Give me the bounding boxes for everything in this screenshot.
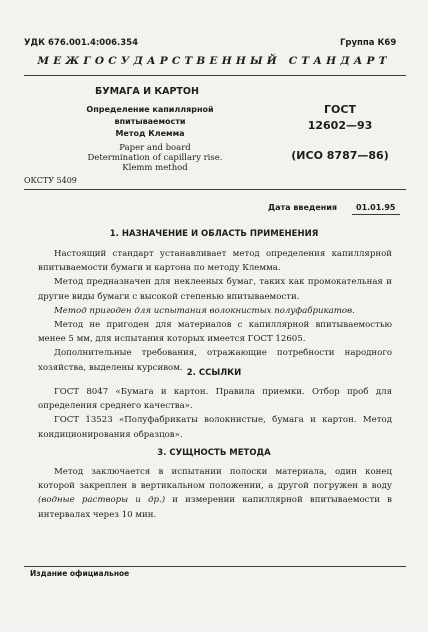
official-edition-label: Издание официальное [30, 569, 130, 578]
gost-label: ГОСТ [324, 103, 356, 116]
subtitle-en-line: Klemm method [122, 163, 188, 173]
footer-divider [24, 566, 406, 567]
section-body [38, 465, 392, 522]
group-code: Группа К69 [340, 38, 397, 48]
section-heading: 3. СУЩНОСТЬ МЕТОДА [157, 448, 271, 458]
standard-type-title: МЕЖГОСУДАРСТВЕННЫЙ СТАНДАРТ [37, 55, 391, 67]
top-divider [24, 75, 406, 76]
title-divider [24, 189, 406, 190]
subtitle-ru-line: впитываемости [114, 117, 186, 126]
text-span: и измерении капиллярной впитываемости в интервалах через 10 мин. [38, 495, 392, 520]
paragraph: ГОСТ 8047 «Бумага и картон. Правила приемки. Отбор проб для определения среднего качества». [38, 387, 392, 412]
section-heading: 2. ССЫЛКИ [186, 368, 242, 378]
document-title: БУМАГА И КАРТОН [95, 86, 199, 97]
okstu-code: ОКСТУ 5409 [24, 176, 77, 185]
subtitle-ru-line: Метод Клемма [115, 129, 185, 138]
paragraph: Метод не пригоден для материалов с капиллярной впитываемостью менее 5 мм, для испытания которых имеется ГОСТ 12605. [38, 320, 392, 345]
section-body [38, 247, 392, 375]
section-body [38, 385, 392, 442]
intro-date-label: Дата введения [268, 203, 338, 212]
subtitle-ru-line: Определение капиллярной [86, 105, 214, 114]
paragraph [38, 465, 392, 522]
intro-date-value: 01.01.95 [356, 203, 396, 212]
subtitle-en [70, 143, 240, 173]
paragraph: ГОСТ 13523 «Полуфабрикаты волокнистые, бумага и картон. Метод кондиционирования образцов». [38, 415, 392, 440]
text-span-italic: (водные растворы и др.) [38, 495, 166, 506]
udk-code: УДК 676.001.4:006.354 [24, 38, 139, 48]
date-underline [352, 214, 400, 215]
paragraph-italic: Метод пригоден для испытания волокнистых полуфабрикатов. [54, 305, 355, 316]
paragraph: Метод предназначен для неклееных бумаг, таких как промокательная и другие виды бумаги с высокой степенью впитываемости. [38, 277, 392, 302]
iso-reference: (ИСО 8787—86) [291, 149, 389, 162]
section-heading: 1. НАЗНАЧЕНИЕ И ОБЛАСТЬ ПРИМЕНЕНИЯ [109, 229, 319, 239]
gost-number: 12602—93 [307, 119, 373, 132]
paragraph: Дополнительные требования, отражающие потребности народного хозяйства, выделены курсивом. [38, 348, 392, 373]
subtitle-en-line: Paper and board [119, 143, 191, 153]
paragraph: Настоящий стандарт устанавливает метод определения капиллярной впитываемости бумаги и картона по методу Клемма. [38, 249, 392, 274]
text-span: Метод заключается в испытании полоски материала, один конец которой закреплен в вертикальном положении, а другой погружен в воду [38, 467, 392, 492]
subtitle-en-line: Determination of capillary rise. [87, 153, 223, 163]
subtitle-ru [80, 104, 220, 140]
